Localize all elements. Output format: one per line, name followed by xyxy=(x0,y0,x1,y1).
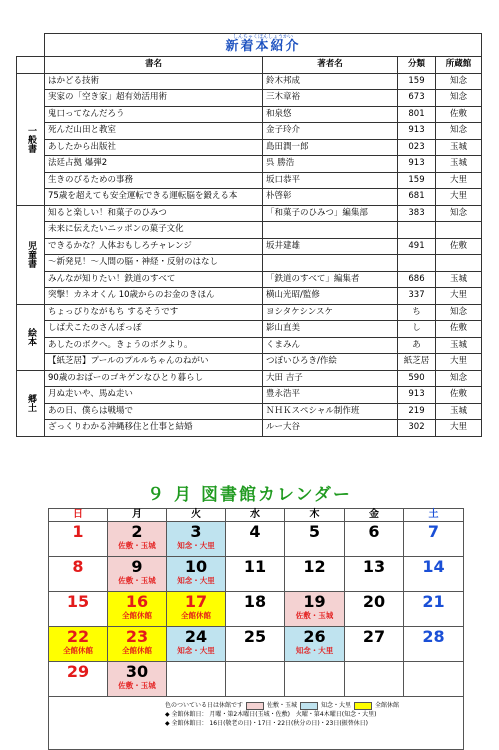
day-number: 8 xyxy=(72,557,84,576)
day-number: 9 xyxy=(131,557,143,576)
calendar-day xyxy=(108,592,167,627)
header-author: 著者名 xyxy=(263,57,398,74)
calendar-day xyxy=(167,627,226,662)
book-row xyxy=(17,304,482,321)
book-author: 横山光昭/監修 xyxy=(263,288,398,305)
calendar-day xyxy=(345,592,404,627)
calendar-day xyxy=(108,627,167,662)
day-number: 14 xyxy=(422,557,445,576)
weekday-header: 水 xyxy=(226,509,285,522)
calendar-legend xyxy=(49,697,464,750)
book-class: 337 xyxy=(398,288,436,305)
day-number: 15 xyxy=(66,592,90,611)
book-title: あの日、僕らは戦場で xyxy=(45,403,263,420)
calendar-day xyxy=(226,662,285,697)
book-row xyxy=(17,73,482,90)
book-row xyxy=(17,370,482,387)
calendar-day xyxy=(345,522,404,557)
book-class: 491 xyxy=(398,238,436,255)
calendar-day xyxy=(108,557,167,592)
book-class: 023 xyxy=(398,139,436,156)
book-lib xyxy=(436,255,482,272)
calendar-day xyxy=(285,662,345,697)
calendar-day xyxy=(226,557,285,592)
book-row xyxy=(17,205,482,222)
calendar-day xyxy=(404,662,464,697)
book-title: 知ると楽しい！和菓子のひみつ xyxy=(45,205,263,222)
book-author: つぼいひろき/作絵 xyxy=(263,354,398,371)
closure-note: 佐敷・玉城 xyxy=(295,611,334,620)
calendar-day xyxy=(404,592,464,627)
book-class: 159 xyxy=(398,73,436,90)
book-title: あしたから出版社 xyxy=(45,139,263,156)
book-row xyxy=(17,354,482,371)
book-class: 紙芝居 xyxy=(398,354,436,371)
day-number: 12 xyxy=(303,557,326,576)
book-title: あしたのボクへ。きょうのボクより。 xyxy=(45,337,263,354)
book-row xyxy=(17,337,482,354)
day-number: 10 xyxy=(184,557,208,576)
book-row xyxy=(17,387,482,404)
closure-note: 知念・大里 xyxy=(295,646,334,655)
book-title: 生きのびるための事務 xyxy=(45,172,263,189)
legend-all-closed: 全館休館 xyxy=(375,702,400,709)
day-number: 16 xyxy=(125,592,149,611)
day-number: 20 xyxy=(362,592,386,611)
calendar-title: ９ 月 図書館カレンダー xyxy=(147,485,352,505)
day-number: 13 xyxy=(362,557,386,576)
book-lib: 知念 xyxy=(436,370,482,387)
calendar-day xyxy=(108,662,167,697)
calendar-day xyxy=(404,627,464,662)
calendar-day xyxy=(345,557,404,592)
book-lib: 玉城 xyxy=(436,403,482,420)
book-row xyxy=(17,139,482,156)
calendar-day xyxy=(49,557,108,592)
closure-note: 全館休館 xyxy=(122,646,152,655)
book-author: 呉 勝浩 xyxy=(263,156,398,173)
day-number: 6 xyxy=(368,522,380,541)
book-title: 月ぬ走いや、馬ぬ走い xyxy=(45,387,263,404)
book-author: 豊永浩平 xyxy=(263,387,398,404)
book-author: 鈴木邦成 xyxy=(263,73,398,90)
legend-swatch-blue xyxy=(300,702,318,710)
book-row xyxy=(17,420,482,437)
closure-note: 全館休館 xyxy=(122,611,152,620)
book-author: ヨシタケシンスケ xyxy=(263,304,398,321)
category-picture: 絵本 xyxy=(17,304,45,370)
day-number: 30 xyxy=(125,662,149,681)
closure-note: 佐敷・玉城 xyxy=(118,576,156,585)
book-author: 島田潤一郎 xyxy=(263,139,398,156)
book-title: 突撃！カネオくん 10歳からのお金のきほん xyxy=(45,288,263,305)
day-number: 29 xyxy=(66,662,90,681)
book-row xyxy=(17,288,482,305)
header-class: 分類 xyxy=(398,57,436,74)
legend-swatch-pink xyxy=(246,702,264,710)
legend-intro: 色のついている日は休館です xyxy=(165,702,244,709)
day-number: 1 xyxy=(72,522,84,541)
book-title: みんなが知りたい！鉄道のすべて xyxy=(45,271,263,288)
book-author: 和泉悠 xyxy=(263,106,398,123)
book-row xyxy=(17,238,482,255)
book-lib: 大里 xyxy=(436,420,482,437)
book-lib: 知念 xyxy=(436,123,482,140)
calendar-day xyxy=(226,627,285,662)
book-lib: 大里 xyxy=(436,172,482,189)
book-lib: 佐敷 xyxy=(436,106,482,123)
day-number: 4 xyxy=(249,522,261,541)
closure-note: 佐敷・玉城 xyxy=(118,681,156,690)
book-class: 590 xyxy=(398,370,436,387)
book-lib: 大里 xyxy=(436,288,482,305)
book-author: 大田 吉子 xyxy=(263,370,398,387)
book-lib: 大里 xyxy=(436,189,482,206)
calendar-day xyxy=(108,522,167,557)
book-author: 影山直美 xyxy=(263,321,398,338)
book-title: 75歳を超えても安全運転できる運転脳を鍛える本 xyxy=(45,189,263,206)
book-author: くまみん xyxy=(263,337,398,354)
header-title: 書名 xyxy=(45,57,263,74)
book-row xyxy=(17,403,482,420)
book-row xyxy=(17,90,482,107)
book-lib: 知念 xyxy=(436,205,482,222)
calendar-day xyxy=(345,662,404,697)
calendar-day xyxy=(167,557,226,592)
book-title: 90歳のおばーのゴキゲンなひとり暮らし xyxy=(45,370,263,387)
calendar-day xyxy=(167,592,226,627)
book-author: 金子玲介 xyxy=(263,123,398,140)
legend-chinen-ozato: 知念・大里 xyxy=(321,702,352,709)
book-class: 159 xyxy=(398,172,436,189)
calendar-day xyxy=(49,627,108,662)
book-title: 【紙芝居】プールのプルルちゃんのねがい xyxy=(45,354,263,371)
book-author xyxy=(263,222,398,239)
book-lib xyxy=(436,222,482,239)
book-row xyxy=(17,321,482,338)
book-class: 302 xyxy=(398,420,436,437)
book-class: 383 xyxy=(398,205,436,222)
closure-note: 知念・大里 xyxy=(177,646,215,655)
day-number: 22 xyxy=(66,627,90,646)
page-title: 新着本紹介 xyxy=(225,39,301,54)
book-title: 未来に伝えたいニッポンの菓子文化 xyxy=(45,222,263,239)
calendar-day xyxy=(285,557,345,592)
book-class: 686 xyxy=(398,271,436,288)
book-row xyxy=(17,106,482,123)
day-number: 23 xyxy=(125,627,149,646)
book-lib: 佐敷 xyxy=(436,238,482,255)
category-general: 一般書 xyxy=(17,73,45,205)
legend-line-2: ◆ 全館休館日： 16日(敬老の日)・17日・22日(秋分の日)・23日(振替休日) xyxy=(165,720,369,727)
book-row xyxy=(17,123,482,140)
legend-swatch-yellow xyxy=(354,702,372,710)
book-class: 681 xyxy=(398,189,436,206)
weekday-header: 日 xyxy=(49,509,108,522)
book-title: 鬼口ってなんだろう xyxy=(45,106,263,123)
closure-note: 知念・大里 xyxy=(177,541,215,550)
book-row xyxy=(17,172,482,189)
book-title: しば犬こたのさんぽっぽ xyxy=(45,321,263,338)
day-number: 19 xyxy=(303,592,326,611)
book-title: 実家の「空き家」超有効活用術 xyxy=(45,90,263,107)
book-row xyxy=(17,222,482,239)
weekday-header: 金 xyxy=(345,509,404,522)
weekday-header: 木 xyxy=(285,509,345,522)
day-number: 3 xyxy=(190,522,202,541)
book-author: 坂口恭平 xyxy=(263,172,398,189)
book-class: 913 xyxy=(398,387,436,404)
book-author: 「鉄道のすべて」編集者 xyxy=(263,271,398,288)
day-number: 18 xyxy=(243,592,267,611)
calendar-day xyxy=(285,592,345,627)
book-lib: 佐敷 xyxy=(436,321,482,338)
closure-note: 全館休館 xyxy=(63,646,93,655)
library-calendar xyxy=(48,508,464,750)
book-row xyxy=(17,255,482,272)
new-books-table xyxy=(16,33,482,437)
book-class: 913 xyxy=(398,123,436,140)
book-row xyxy=(17,156,482,173)
day-number: 21 xyxy=(422,592,445,611)
new-books-section xyxy=(16,33,481,437)
calendar-day xyxy=(49,522,108,557)
book-author: 三木章裕 xyxy=(263,90,398,107)
weekday-header: 火 xyxy=(167,509,226,522)
book-class: あ xyxy=(398,337,436,354)
book-author: ＮＨＫスペシャル制作班 xyxy=(263,403,398,420)
day-number: 7 xyxy=(427,522,440,541)
calendar-day xyxy=(167,662,226,697)
calendar-day xyxy=(167,522,226,557)
calendar-day xyxy=(285,522,345,557)
book-class: 913 xyxy=(398,156,436,173)
closure-note: 全館休館 xyxy=(181,611,211,620)
book-author: 「和菓子のひみつ」編集部 xyxy=(263,205,398,222)
book-row xyxy=(17,271,482,288)
book-class: 673 xyxy=(398,90,436,107)
header-library: 所蔵館 xyxy=(436,57,482,74)
calendar-day xyxy=(285,627,345,662)
book-title: ざっくりわかる沖縄移住と仕事と結婚 xyxy=(45,420,263,437)
day-number: 25 xyxy=(243,627,267,646)
day-number: 27 xyxy=(362,627,386,646)
book-lib: 知念 xyxy=(436,90,482,107)
book-title: ～新発見！～人間の脳・神経・反射のはなし xyxy=(45,255,263,272)
book-class xyxy=(398,222,436,239)
category-local: 郷土 xyxy=(17,370,45,436)
book-author: 坂井建雄 xyxy=(263,238,398,255)
book-class: 219 xyxy=(398,403,436,420)
book-lib: 知念 xyxy=(436,73,482,90)
category-children: 児童書 xyxy=(17,205,45,304)
calendar-day xyxy=(404,557,464,592)
day-number: 5 xyxy=(308,522,321,541)
day-number: 2 xyxy=(131,522,143,541)
book-class: ち xyxy=(398,304,436,321)
book-title: ちょっぴりながもち するそうです xyxy=(45,304,263,321)
day-number: 24 xyxy=(184,627,208,646)
book-lib: 大里 xyxy=(436,354,482,371)
book-lib: 知念 xyxy=(436,304,482,321)
legend-sashiki-tamagusuku: 佐敷・玉城 xyxy=(267,702,298,709)
calendar-day xyxy=(226,522,285,557)
calendar-day xyxy=(345,627,404,662)
book-author: 朴啓彰 xyxy=(263,189,398,206)
calendar-day xyxy=(49,662,108,697)
new-books-title-cell xyxy=(45,34,482,57)
book-author xyxy=(263,255,398,272)
closure-note: 知念・大里 xyxy=(177,576,215,585)
book-row xyxy=(17,189,482,206)
closure-note: 佐敷・玉城 xyxy=(118,541,156,550)
book-lib: 玉城 xyxy=(436,337,482,354)
legend-line-1: ◆ 全館休館日： 月曜・第2木曜日(玉城・佐敷) 火曜・第4木曜日(知念・大里) xyxy=(165,711,377,718)
book-lib: 玉城 xyxy=(436,156,482,173)
day-number: 11 xyxy=(243,557,267,576)
calendar-day xyxy=(226,592,285,627)
calendar-day xyxy=(404,522,464,557)
book-class: し xyxy=(398,321,436,338)
book-title: 法廷占拠 爆弾2 xyxy=(45,156,263,173)
weekday-header: 月 xyxy=(108,509,167,522)
weekday-header: 土 xyxy=(404,509,464,522)
day-number: 26 xyxy=(303,627,326,646)
day-number: 17 xyxy=(184,592,208,611)
book-title: 死んだ山田と教室 xyxy=(45,123,263,140)
day-number: 28 xyxy=(422,627,445,646)
book-lib: 佐敷 xyxy=(436,387,482,404)
title-ruby: しんちゃくぼんしょうかい xyxy=(233,34,294,40)
book-class: 801 xyxy=(398,106,436,123)
book-title: できるかな？人体おもしろチャレンジ xyxy=(45,238,263,255)
book-title: はかどる技術 xyxy=(45,73,263,90)
book-lib: 玉城 xyxy=(436,139,482,156)
book-author: ルー大谷 xyxy=(263,420,398,437)
calendar-day xyxy=(49,592,108,627)
book-lib: 玉城 xyxy=(436,271,482,288)
book-class xyxy=(398,255,436,272)
